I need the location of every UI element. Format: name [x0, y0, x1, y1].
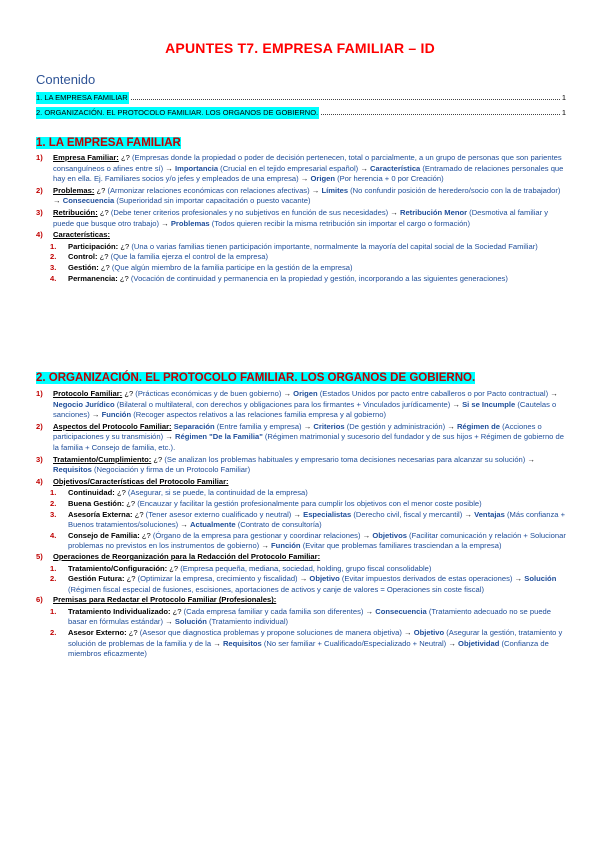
text-span: (Entre familia y empresa): [214, 421, 302, 431]
text-span: 3): [36, 454, 43, 464]
toc-entry-label[interactable]: 2. ORGANIZACIÓN. EL PROTOCOLO FAMILIAR. LOS ORGANOS DE GOBIERNO.: [36, 108, 319, 117]
text-span: 6): [36, 595, 43, 605]
text-span: Consejo de Familia:: [68, 530, 140, 540]
text-span: Consecuencia: [62, 196, 115, 206]
text-span: →: [178, 520, 190, 530]
text-span: →: [163, 163, 176, 173]
text-span: 5): [36, 551, 43, 561]
text-span: 3): [36, 207, 43, 217]
text-span: (No ser familiar + Cualificado/Especializado + Neutral): [261, 638, 447, 648]
text-span: Empresa Familiar:: [53, 153, 119, 162]
toc-heading: Contenido: [36, 72, 96, 87]
text-span: Asesor Externo:: [68, 628, 127, 638]
text-span: 1): [36, 153, 43, 162]
text-span: 2): [36, 421, 43, 431]
text-span: →: [445, 421, 457, 431]
text-span: ¿?: [124, 498, 138, 508]
text-span: Asesoría Externa:: [68, 509, 133, 519]
text-span: Origen: [293, 389, 318, 398]
text-span: 2.: [50, 574, 57, 584]
text-span: (Cada empresa familiar y cada familia son diferentes): [183, 606, 364, 616]
text-span: ¿?: [126, 628, 140, 638]
text-span: (No confundir posición de heredero/socio con la de trabajador): [348, 185, 561, 195]
text-span: Negocio Jurídico: [53, 399, 115, 409]
text-span: Consecuencia: [375, 606, 427, 616]
text-span: (Superioridad sin importar capacitación o puesto vacante): [114, 196, 311, 206]
text-span: 2.: [50, 498, 57, 508]
section-2-heading: [36, 372, 566, 384]
text-span: (Empresas donde la propiedad o poder de decisión pertenecen, total o parcialmente, a un grupo de personas que son parientes consanguíneos o afines entre sí): [53, 153, 562, 173]
text-span: →: [291, 509, 304, 519]
text-span: ¿?: [94, 185, 108, 195]
text-span: Objetivos/Características del Protocolo Familiar:: [53, 476, 229, 486]
text-span: Si se Incumple: [462, 399, 516, 409]
sub-list-item: [50, 488, 566, 499]
sub-list-item: [50, 263, 566, 274]
text-span: (De gestión y administración): [344, 421, 446, 431]
text-span: →: [211, 638, 223, 648]
text-span: (Asegurar, si se puede, la continuidad de la empresa): [127, 488, 308, 498]
text-span: Gestión Futura:: [68, 574, 125, 584]
text-span: (Por herencia + 0 por Creación): [334, 174, 444, 184]
text-span: Permanencia:: [68, 273, 118, 283]
text-span: Actualmente: [190, 520, 236, 530]
text-span: Régimen "De la Familia": [174, 432, 263, 442]
text-span: Control:: [68, 252, 98, 262]
text-span: →: [297, 574, 310, 584]
text-span: →: [162, 617, 175, 627]
text-span: Retribución Menor: [399, 207, 468, 217]
text-span: (Más confianza + Buenos tratamientos/soluciones): [68, 509, 566, 530]
text-span: Tratamiento/Configuración:: [68, 563, 168, 573]
text-span: (Encauzar y facilitar la gestión profesionalmente para cumplir los objetivos con el menor coste posible): [137, 498, 482, 508]
list-item: [36, 552, 566, 563]
text-span: (Negociación y firma de un Protocolo Familiar): [91, 465, 251, 475]
text-span: (Contrato de consultoría): [235, 520, 322, 530]
text-span: (Tener asesor externo cualificado y neutral): [145, 509, 292, 519]
toc-entry-label[interactable]: 1. LA EMPRESA FAMILIAR: [36, 93, 128, 102]
text-span: →: [446, 638, 459, 648]
text-span: (Estados Unidos por pacto entre caballeros o por Pacto contractual): [317, 389, 549, 398]
section-1-heading: [36, 137, 566, 149]
text-span: ¿?: [122, 389, 136, 398]
text-span: Objetividad: [458, 638, 500, 648]
text-span: (Optimizar la empresa, crecimiento y fiscalidad): [137, 574, 298, 584]
text-span: (Desmotiva al familiar y puede que busque otro trabajo): [53, 207, 549, 228]
text-span: (Tratamiento adecuado no se puede basar en fórmulas estándar): [68, 606, 552, 627]
text-span: →: [298, 174, 311, 184]
text-span: (Recoger aspectos relativos a las relaciones familia empresa y al gobierno): [131, 410, 387, 420]
text-span: Solución: [524, 574, 557, 584]
toc-entry-2[interactable]: [36, 107, 566, 119]
text-span: Función: [271, 541, 301, 551]
list-item: [36, 389, 566, 421]
text-span: (Evitar que problemas familiares trasciendan a la empresa): [300, 541, 502, 551]
text-span: ¿?: [151, 454, 165, 464]
text-span: →: [53, 196, 63, 206]
sub-list-item: [50, 252, 566, 263]
list-item: [36, 153, 566, 185]
text-span: Objetivos: [372, 530, 407, 540]
text-span: →: [388, 207, 400, 217]
text-span: Protocolo Familiar:: [53, 389, 123, 398]
sub-list-item: [50, 574, 566, 595]
toc-leader-dots: [131, 99, 560, 100]
text-span: (Facilitar comunicación y relación + Solucionar problemas no previstos en los instrumentos de gobierno): [68, 530, 566, 551]
text-span: ¿?: [167, 563, 181, 573]
text-span: (Vocación de continuidad y permanencia en la propiedad y gestión, incorporando a las siguientes generaciones): [130, 273, 508, 283]
text-span: →: [301, 421, 314, 431]
text-span: 3.: [50, 262, 57, 272]
text-span: Límites: [321, 185, 349, 195]
text-span: →: [158, 218, 171, 228]
text-span: 2): [36, 185, 43, 195]
text-span: (Una o varias familias tienen participación importante, normalmente la mayoría del capital social de la Sociedad Familiar): [131, 241, 538, 251]
text-span: 1.: [50, 606, 57, 616]
text-span: Característica: [370, 163, 421, 173]
text-span: (Asesor que diagnostica problemas y propone soluciones de manera objetiva): [139, 628, 402, 638]
text-span: →: [401, 628, 414, 638]
text-span: (Empresa pequeña, mediana, sociedad, holding, grupo fiscal consolidable): [180, 563, 432, 573]
text-span: Objetivo: [309, 574, 340, 584]
text-span: →: [259, 541, 272, 551]
sub-list-item: [50, 274, 566, 285]
text-span: (Cautelas o sanciones): [53, 399, 557, 420]
text-span: 1.: [50, 241, 57, 251]
text-span: →: [450, 399, 463, 409]
text-span: (Todos quieren recibir la misma retribución sin importar el cargo o formación): [209, 218, 471, 228]
text-span: Retribución:: [53, 207, 98, 217]
text-span: (Prácticas económicas y de buen gobierno): [135, 389, 282, 398]
sub-list-item: [50, 531, 566, 552]
section-1-list: [36, 153, 566, 284]
text-span: →: [309, 185, 322, 195]
text-span: 4.: [50, 273, 57, 283]
text-span: Características:: [53, 230, 110, 240]
text-span: 4): [36, 230, 43, 240]
list-item: [36, 455, 566, 476]
text-span: Separación: [173, 421, 215, 431]
text-span: →: [548, 389, 558, 398]
text-span: (Armonizar relaciones económicas con relaciones afectivas): [107, 185, 310, 195]
text-span: 2.: [50, 628, 57, 638]
text-span: Importancia: [175, 163, 219, 173]
sub-list-item: [50, 564, 566, 575]
text-span: (Asegurar la gestión, tratamiento y solución de problemas de la familia y de la: [68, 628, 563, 648]
text-span: (Acciones o participaciones y su transmisión): [53, 421, 542, 442]
text-span: (Derecho civil, fiscal y mercantil): [351, 509, 463, 519]
text-span: (Régimen fiscal especial de fusiones, escisiones, aportaciones de activos y canje de valores = Operaciones sin coste fiscal): [68, 584, 484, 594]
text-span: 2. ORGANIZACIÓN. EL PROTOCOLO FAMILIAR. LOS ORGANOS DE GOBIERNO.: [36, 372, 476, 384]
toc-entry-page: 1: [561, 108, 566, 117]
toc-leader-dots: [321, 114, 560, 115]
sub-list-item: [50, 499, 566, 510]
text-span: →: [163, 432, 175, 442]
text-span: (Régimen matrimonial y sucesorio del fundador y de sus hijos + Régimen de gobierno de la familia + Consejo de familia, etc.).: [53, 432, 564, 452]
sub-list-item: [50, 607, 566, 628]
toc-entry-page: 1: [561, 93, 566, 102]
section-2-list: [36, 389, 566, 660]
list-item: [36, 595, 566, 606]
list-item: [36, 477, 566, 488]
list-item: [36, 186, 566, 207]
text-span: (Bilateral o multilateral, con derechos y obligaciones para los firmantes + Vinculados jurídicamente): [114, 399, 451, 409]
text-span: (Debe tener criterios profesionales y no subjetivos en función de sus necesidades): [110, 207, 389, 217]
text-span: Criterios: [313, 421, 345, 431]
list-item: [36, 208, 566, 229]
text-span: Función: [101, 410, 132, 420]
list-item: [36, 422, 566, 454]
text-span: (Órgano de la empresa para gestionar y coordinar relaciones): [152, 530, 361, 540]
text-span: Aspectos del Protocolo Familiar:: [53, 421, 172, 431]
text-span: →: [363, 606, 376, 616]
text-span: Objetivo: [413, 628, 445, 638]
text-span: Especialistas: [303, 509, 352, 519]
text-span: (Tratamiento individual): [206, 617, 289, 627]
text-span: (Que algún miembro de la familia participe en la gestión de la empresa): [111, 262, 353, 272]
text-span: ¿?: [139, 530, 153, 540]
text-span: →: [462, 509, 475, 519]
text-span: ¿?: [132, 509, 146, 519]
text-span: ¿?: [97, 207, 111, 217]
text-span: Problemas: [170, 218, 210, 228]
text-span: →: [281, 389, 294, 398]
text-span: 2.: [50, 252, 57, 262]
text-span: →: [360, 530, 373, 540]
text-span: ¿?: [117, 273, 131, 283]
text-span: →: [525, 454, 536, 464]
text-span: ¿?: [118, 153, 132, 162]
text-span: (Crucial en el tejido empresarial español): [218, 163, 359, 173]
text-span: 4.: [50, 530, 57, 540]
text-span: Buena Gestión:: [68, 498, 125, 508]
text-span: Origen: [310, 174, 335, 184]
text-span: Requisitos: [222, 638, 262, 648]
text-span: Ventajas: [474, 509, 505, 519]
text-span: 3.: [50, 509, 57, 519]
text-span: Gestión:: [68, 262, 99, 272]
text-span: (Evitar impuestos derivados de estas operaciones): [339, 574, 513, 584]
text-span: (Entramado de relaciones personales que hay en ella. Ej. Familiares socios y/o jefes y empleados de una empresa): [53, 163, 564, 184]
text-span: ¿?: [124, 574, 138, 584]
text-span: →: [512, 574, 525, 584]
text-span: Régimen de: [456, 421, 500, 431]
text-span: 1.: [50, 488, 57, 498]
text-span: Problemas:: [53, 185, 95, 195]
toc-entry-1[interactable]: [36, 92, 566, 104]
text-span: Participación:: [68, 241, 119, 251]
text-span: (Que la familia ejerza el control de la empresa): [110, 252, 269, 262]
sub-list-item: [50, 628, 566, 660]
text-span: Solución: [174, 617, 207, 627]
text-span: ¿?: [118, 241, 132, 251]
text-span: (Confianza de miembros eficazmente): [68, 638, 549, 659]
document-title: APUNTES T7. EMPRESA FAMILIAR – ID: [165, 40, 435, 56]
text-span: ¿?: [98, 262, 112, 272]
text-span: Requisitos: [53, 465, 92, 475]
text-span: ¿?: [170, 606, 184, 616]
sub-list-item: [50, 242, 566, 253]
text-span: 1.: [50, 563, 57, 573]
sub-list-item: [50, 510, 566, 531]
text-span: →: [89, 410, 102, 420]
text-span: Continuidad:: [68, 488, 115, 498]
list-item: [36, 230, 566, 241]
text-span: ¿?: [114, 488, 128, 498]
text-span: Premisas para Redactar el Protocolo Familiar (Profesionales):: [53, 595, 277, 605]
text-span: →: [358, 163, 371, 173]
text-span: Operaciones de Reorganización para la Redacción del Protocolo Familiar:: [53, 551, 321, 561]
text-span: 1): [36, 389, 43, 398]
text-span: Tratamiento Individualizado:: [68, 606, 171, 616]
text-span: Tratamiento/Cumplimiento:: [53, 454, 152, 464]
text-span: 1. LA EMPRESA FAMILIAR: [36, 137, 181, 149]
text-span: (Se analizan los problemas habituales y empresario toma decisiones necesarias para alcanzar su solución): [164, 454, 526, 464]
text-span: ¿?: [97, 252, 111, 262]
text-span: 4): [36, 476, 43, 486]
